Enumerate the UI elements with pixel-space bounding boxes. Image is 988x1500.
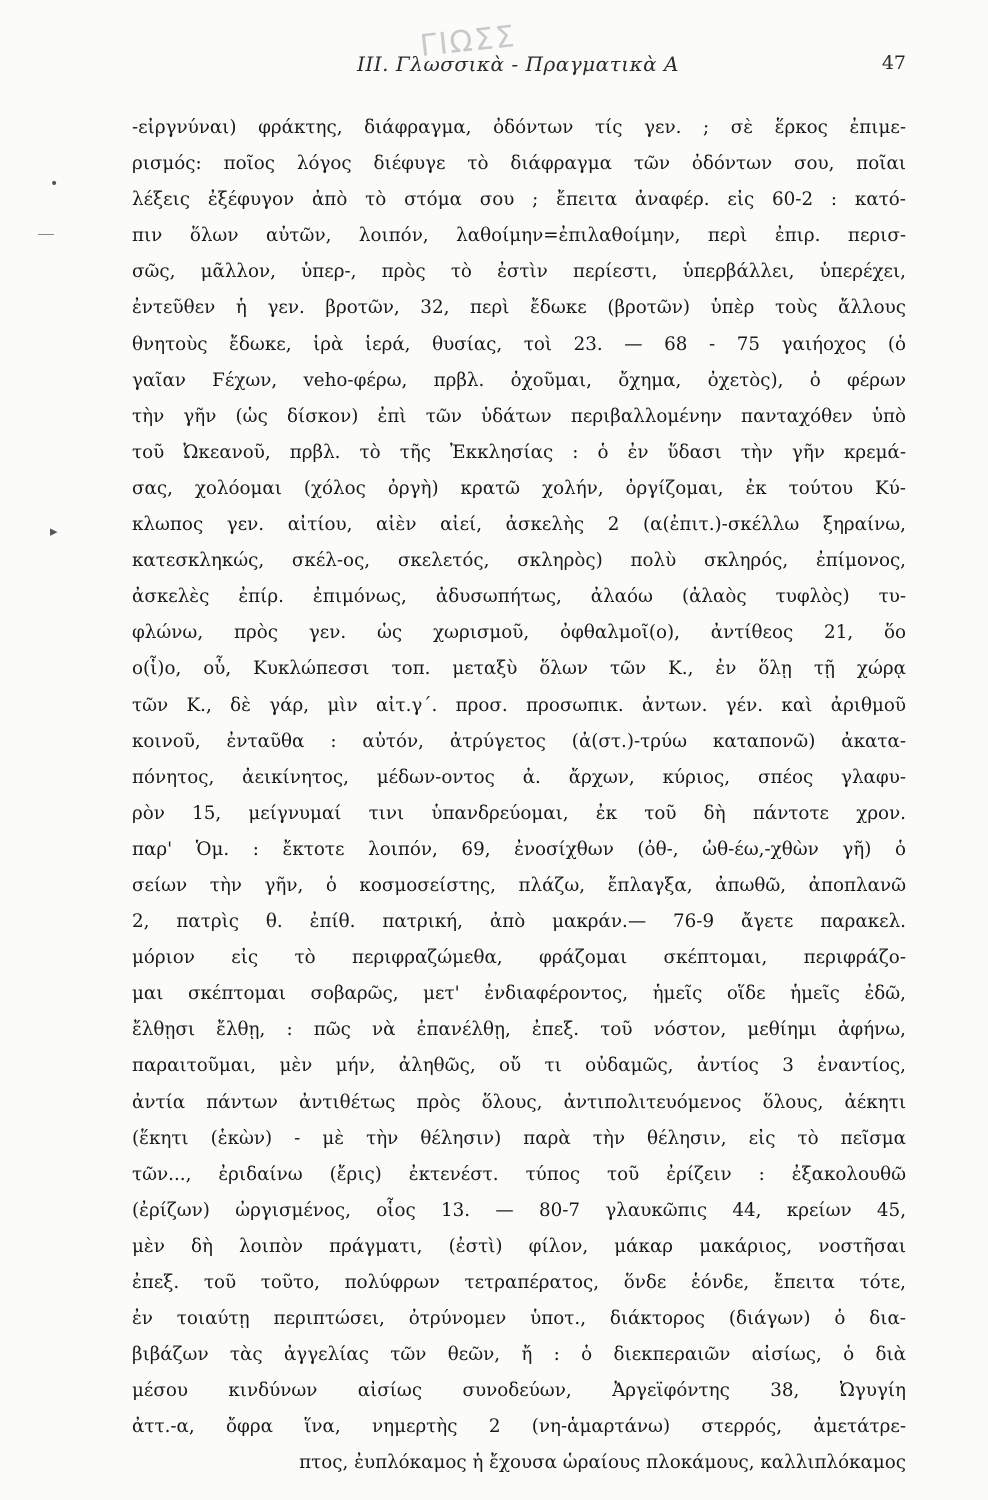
text-line: (ἐρίζων) ὠργισμένος, οἷος 13. — 80-7 γλαυκῶπις 44, κρείων 45, bbox=[132, 1199, 906, 1221]
running-head bbox=[130, 52, 906, 86]
page-number: 47 bbox=[881, 52, 906, 74]
margin-dash-icon bbox=[38, 234, 54, 235]
text-line: ἀσκελὲς ἐπίρ. ἐπιμόνως, ἀδυσωπήτως, ἀλαόω (ἀλαὸς τυφλὸς) τυ- bbox=[132, 586, 906, 608]
text-line: (ἕκητι (ἑκὼν) - μὲ τὴν θέλησιν) παρὰ τὴν θέλησιν, εἰς τὸ πεῖσμα bbox=[132, 1127, 906, 1149]
text-line: ο(ἷ)ο, οὗ, Κυκλώπεσσι τοπ. μεταξὺ ὅλων τῶν Κ., ἐν ὅλῃ τῇ χώρᾳ bbox=[132, 658, 906, 680]
text-line: κατεσκληκώς, σκέλ-ος, σκελετός, σκληρὸς) πολὺ σκληρός, ἐπίμονος, bbox=[132, 550, 906, 572]
margin-arrow-icon: ▸ bbox=[50, 522, 58, 540]
text-line: τοῦ Ὠκεανοῦ, πρβλ. τὸ τῆς Ἐκκλησίας : ὁ ἐν ὕδασι τὴν γῆν κρεμά- bbox=[132, 441, 906, 463]
text-line: βιβάζων τὰς ἀγγελίας τῶν θεῶν, ἤ : ὁ διεκπεραιῶν αἰσίως, ὁ διὰ bbox=[132, 1344, 906, 1366]
text-line: ἀντία πάντων ἀντιθέτως πρὸς ὅλους, ἀντιπολιτευόμενος ὅλους, ἀέκητι bbox=[132, 1091, 906, 1113]
text-line: τῶν..., ἐριδαίνω (ἔρις) ἐκτενέστ. τύπος τοῦ ἐρίζειν : ἐξακολουθῶ bbox=[132, 1163, 906, 1185]
text-line: μὲν δὴ λοιπὸν πράγματι, (ἐστὶ) φίλον, μάκαρ μακάριος, νοστῆσαι bbox=[132, 1235, 906, 1257]
pencil-annotation: ΓΙΩΣΣ bbox=[418, 19, 518, 64]
text-line: -εἰργνύναι) φράκτης, διάφραγμα, ὀδόντων τίς γεν. ; σὲ ἕρκος ἐπιμε- bbox=[132, 117, 906, 138]
text-line: ρὸν 15, μείγνυμαί τινι ὑπανδρεύομαι, ἐκ τοῦ δὴ πάντοτε χρον. bbox=[132, 802, 906, 824]
text-line: σας, χολόομαι (χόλος ὀργὴ) κρατῶ χολήν, ὀργίζομαι, ἐκ τούτου Κύ- bbox=[132, 477, 906, 499]
text-line: ρισμός: ποῖος λόγος διέφυγε τὸ διάφραγμα τῶν ὀδόντων σου, ποῖαι bbox=[132, 153, 906, 175]
commentary-text bbox=[132, 110, 906, 1482]
running-title: ΙΙΙ. Γλωσσικὰ - Πραγματικὰ Α bbox=[356, 52, 679, 76]
margin-bullet-icon: • bbox=[50, 176, 59, 192]
text-line: κλωπος γεν. αἰτίου, αἰὲν αἰεί, ἀσκελὴς 2 (α(ἐπιτ.)-σκέλλω ξηραίνω, bbox=[132, 514, 906, 536]
text-line: μέσου κινδύνων αἰσίως συνοδεύων, Ἀργεϊφόντης 38, Ὠγυγίη bbox=[132, 1380, 906, 1402]
text-line: τῶν Κ., δὲ γάρ, μὶν αἰτ.γ΄. προσ. προσωπικ. ἀντων. γέν. καὶ ἀριθμοῦ bbox=[132, 694, 906, 716]
text-line: μαι σκέπτομαι σοβαρῶς, μετ' ἐνδιαφέροντος, ἡμεῖς οἵδε ἡμεῖς ἐδῶ, bbox=[132, 983, 906, 1005]
text-line: μόριον εἰς τὸ περιφραζώμεθα, φράζομαι σκέπτομαι, περιφράζο- bbox=[132, 947, 906, 969]
text-line: 2, πατρὶς θ. ἐπίθ. πατρική, ἀπὸ μακράν.— 76-9 ἄγετε παρακελ. bbox=[132, 911, 906, 933]
text-line: πιν ὅλων αὐτῶν, λοιπόν, λαθοίμην=ἐπιλαθοίμην, περὶ ἐπιρ. περισ- bbox=[132, 225, 906, 247]
text-line: γαῖαν Ϝέχων, vehο-φέρω, πρβλ. ὀχοῦμαι, ὄχημα, ὀχετὸς), ὁ φέρων bbox=[132, 369, 906, 391]
text-line: παραιτοῦμαι, μὲν μήν, ἀληθῶς, οὔ τι οὐδαμῶς, ἀντίος 3 ἐναντίος, bbox=[132, 1055, 906, 1077]
text-line: θνητοὺς ἔδωκε, ἱρὰ ἱερά, θυσίας, τοὶ 23. — 68 - 75 γαιήοχος (ὁ bbox=[132, 333, 906, 355]
text-line: ἔλθῃσι ἔλθῃ, : πῶς νὰ ἐπανέλθῃ, ἐπεξ. τοῦ νόστον, μεθίημι ἀφήνω, bbox=[132, 1019, 906, 1041]
text-line: πτος, ἐυπλόκαμος ἡ ἔχουσα ὡραίους πλοκάμους, καλλιπλόκαμος bbox=[299, 1452, 906, 1474]
text-line: πόνητος, ἀεικίνητος, μέδων-οντος ἀ. ἄρχων, κύριος, σπέος γλαφυ- bbox=[132, 766, 906, 788]
text-line: ἐπεξ. τοῦ τοῦτο, πολύφρων τετραπέρατος, ὅνδε ἑόνδε, ἔπειτα τότε, bbox=[132, 1272, 906, 1293]
text-line: ἐντεῦθεν ἡ γεν. βροτῶν, 32, περὶ ἔδωκε (βροτῶν) ὑπὲρ τοὺς ἄλλους bbox=[132, 297, 906, 319]
text-line: λέξεις ἐξέφυγον ἀπὸ τὸ στόμα σου ; ἔπειτα ἀναφέρ. εἰς 60-2 : κατό- bbox=[132, 189, 906, 211]
text-line: ἐν τοιαύτῃ περιπτώσει, ὀτρύνομεν ὑποτ., διάκτορος (διάγων) ὁ δια- bbox=[132, 1308, 906, 1330]
text-line: ἀττ.-α, ὄφρα ἵνα, νημερτὴς 2 (νη-ἁμαρτάνω) στερρός, ἀμετάτρε- bbox=[132, 1416, 906, 1438]
text-line: σῶς, μᾶλλον, ὑπερ-, πρὸς τὸ ἐστὶν περίεστι, ὑπερβάλλει, ὑπερέχει, bbox=[132, 261, 906, 283]
text-line: φλώνω, πρὸς γεν. ὡς χωρισμοῦ, ὀφθαλμοῖ(ο), ἀντίθεος 21, ὅο bbox=[132, 622, 906, 644]
text-line: τὴν γῆν (ὡς δίσκον) ἐπὶ τῶν ὑδάτων περιβαλλομένην πανταχόθεν ὑπὸ bbox=[132, 405, 906, 427]
text-line: παρ' Ὁμ. : ἔκτοτε λοιπόν, 69, ἐνοσίχθων (ὀθ-, ὠθ-έω,-χθὼν γῆ) ὁ bbox=[132, 838, 906, 860]
text-line: σείων τὴν γῆν, ὁ κοσμοσείστης, πλάζω, ἔπλαγξα, ἀπωθῶ, ἀποπλανῶ bbox=[132, 874, 906, 896]
text-line: κοινοῦ, ἐνταῦθα : αὐτόν, ἀτρύγετος (ἀ(στ.)-τρύω καταπονῶ) ἀκατα- bbox=[132, 730, 906, 752]
